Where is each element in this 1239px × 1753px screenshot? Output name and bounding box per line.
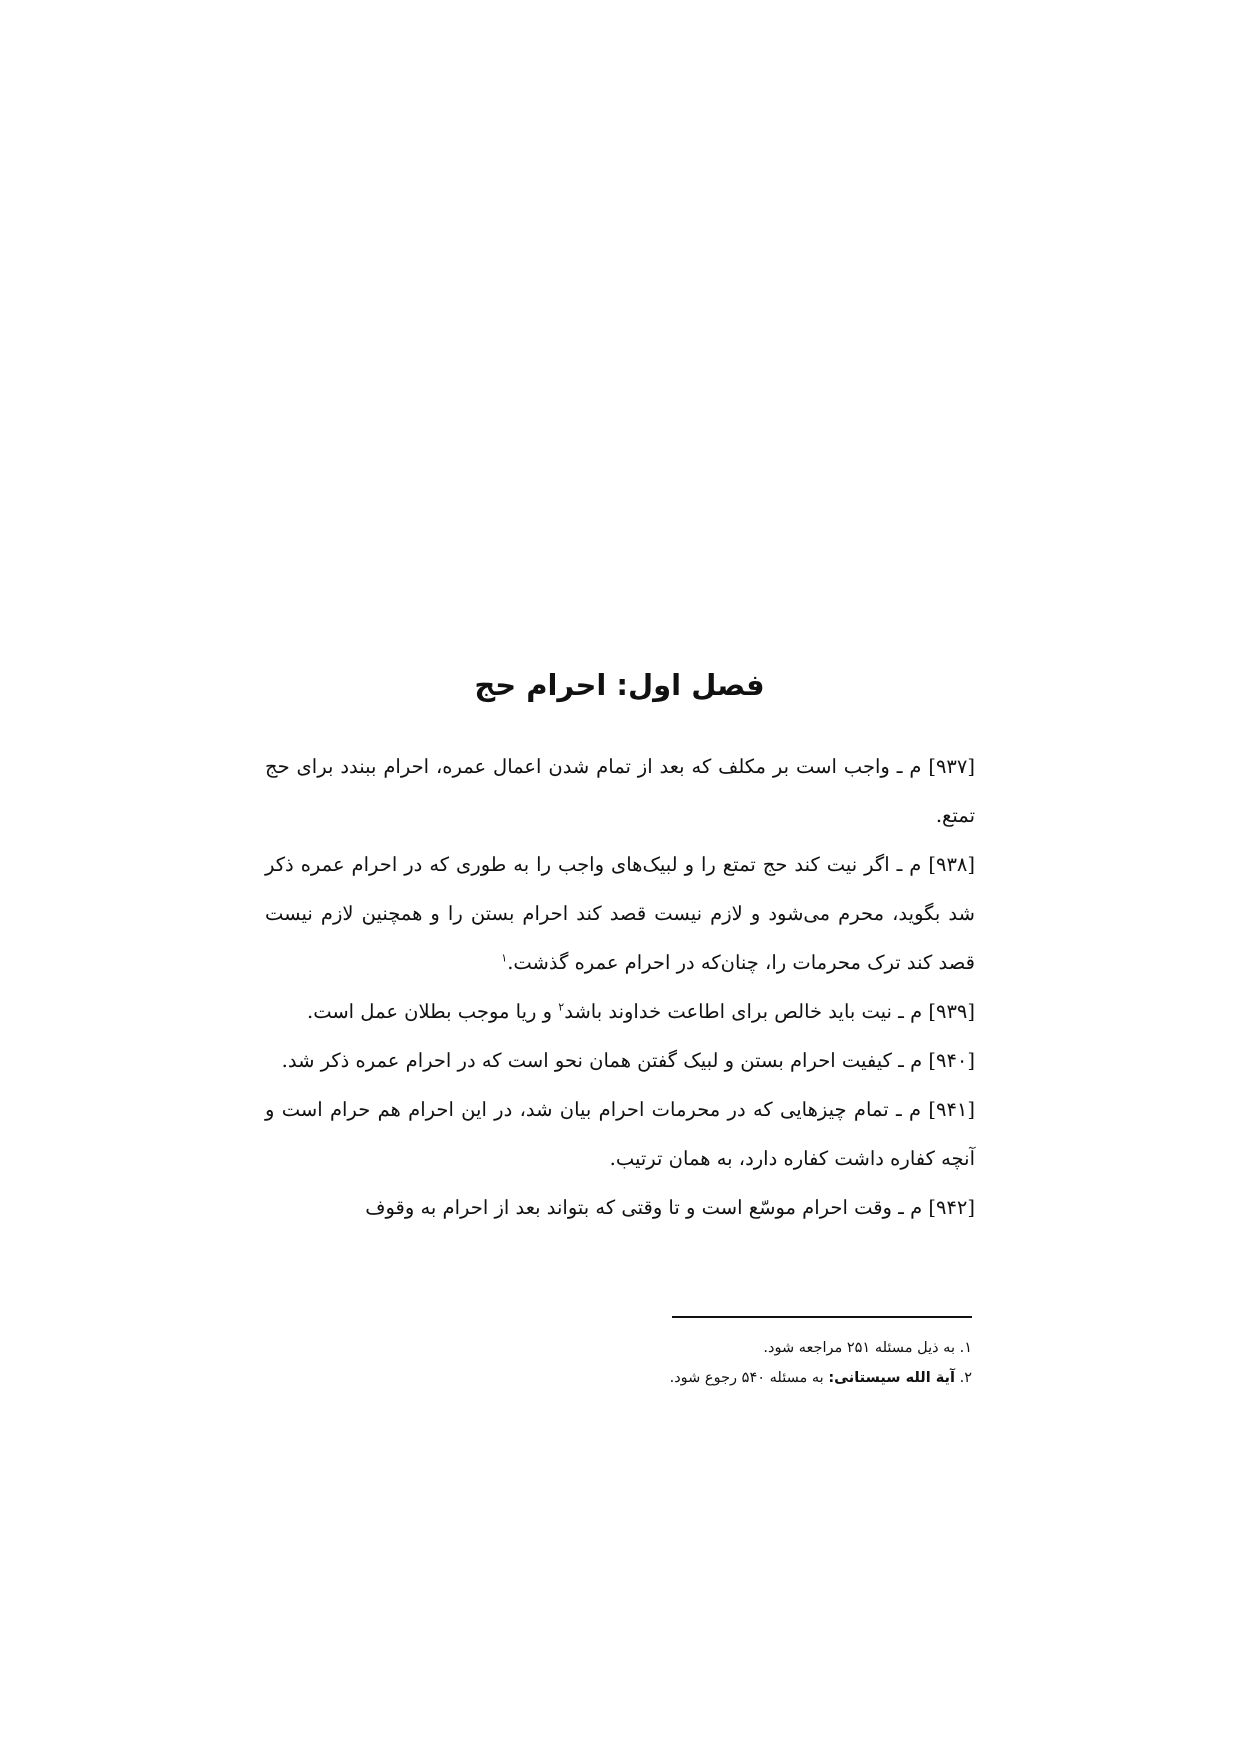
paragraph-937 (265, 742, 975, 840)
footnote-text: به مسئله ۵۴۰ رجوع شود. (669, 1370, 824, 1386)
paragraph-text: م ـ واجب است بر مکلف که بعد از تمام شدن اعمال عمره، احرام ببندد برای حج تمتع. (265, 755, 975, 827)
paragraph-941 (265, 1085, 975, 1183)
paragraph-940 (265, 1036, 975, 1085)
paragraph-text-cont: و ریا موجب بطلان عمل است. (307, 1000, 559, 1023)
paragraph-942 (265, 1183, 975, 1232)
footnote-label: ۲. (959, 1370, 972, 1386)
paragraph-text: م ـ کیفیت احرام بستن و لبیک گفتن همان نحو است که در احرام عمره ذکر شد. (281, 1049, 923, 1072)
chapter-title: فصل اول: احرام حج (474, 668, 765, 702)
paragraph-number: [۹۴۰] (928, 1049, 975, 1072)
footnotes (600, 1333, 972, 1393)
footnote-2 (600, 1363, 972, 1393)
footnote-1 (600, 1333, 972, 1363)
body-text (265, 742, 975, 1232)
paragraph-text: م ـ نیت باید خالص برای اطاعت خداوند باشد (564, 1000, 923, 1023)
paragraph-938 (265, 840, 975, 987)
footnote-ref-1[interactable]: ۱ (501, 951, 508, 965)
paragraph-text: م ـ اگر نیت کند حج تمتع را و لبیک‌های واجب را به طوری که در احرام عمره ذکر شد بگوید، محرم می‌شود و لازم نیست قصد کند احرام بستن را و همچنین لازم نیست قصد کند ترک محرمات را، چنان‌که در احرام عمره گذشت. (265, 853, 975, 974)
footnote-authority: آیة الله سیستانی: (828, 1370, 955, 1386)
paragraph-number: [۹۳۹] (928, 1000, 975, 1023)
footnote-separator (672, 1316, 972, 1318)
footnote-label: ۱. (959, 1340, 972, 1356)
footnote-text: به ذیل مسئله ۲۵۱ مراجعه شود. (763, 1340, 955, 1356)
footnote-ref-2[interactable]: ۲ (558, 1000, 565, 1014)
paragraph-text: م ـ تمام چیزهایی که در محرمات احرام بیان شد، در این احرام هم حرام است و آنچه کفاره داشت کفاره دارد، به همان ترتیب. (265, 1098, 975, 1170)
paragraph-text: م ـ وقت احرام موسّع است و تا وقتی که بتواند بعد از احرام به وقوف (365, 1196, 923, 1219)
paragraph-number: [۹۳۷] (928, 755, 975, 778)
paragraph-number: [۹۳۸] (928, 853, 975, 876)
paragraph-number: [۹۴۱] (928, 1098, 975, 1121)
paragraph-939 (265, 987, 975, 1036)
paragraph-number: [۹۴۲] (928, 1196, 975, 1219)
